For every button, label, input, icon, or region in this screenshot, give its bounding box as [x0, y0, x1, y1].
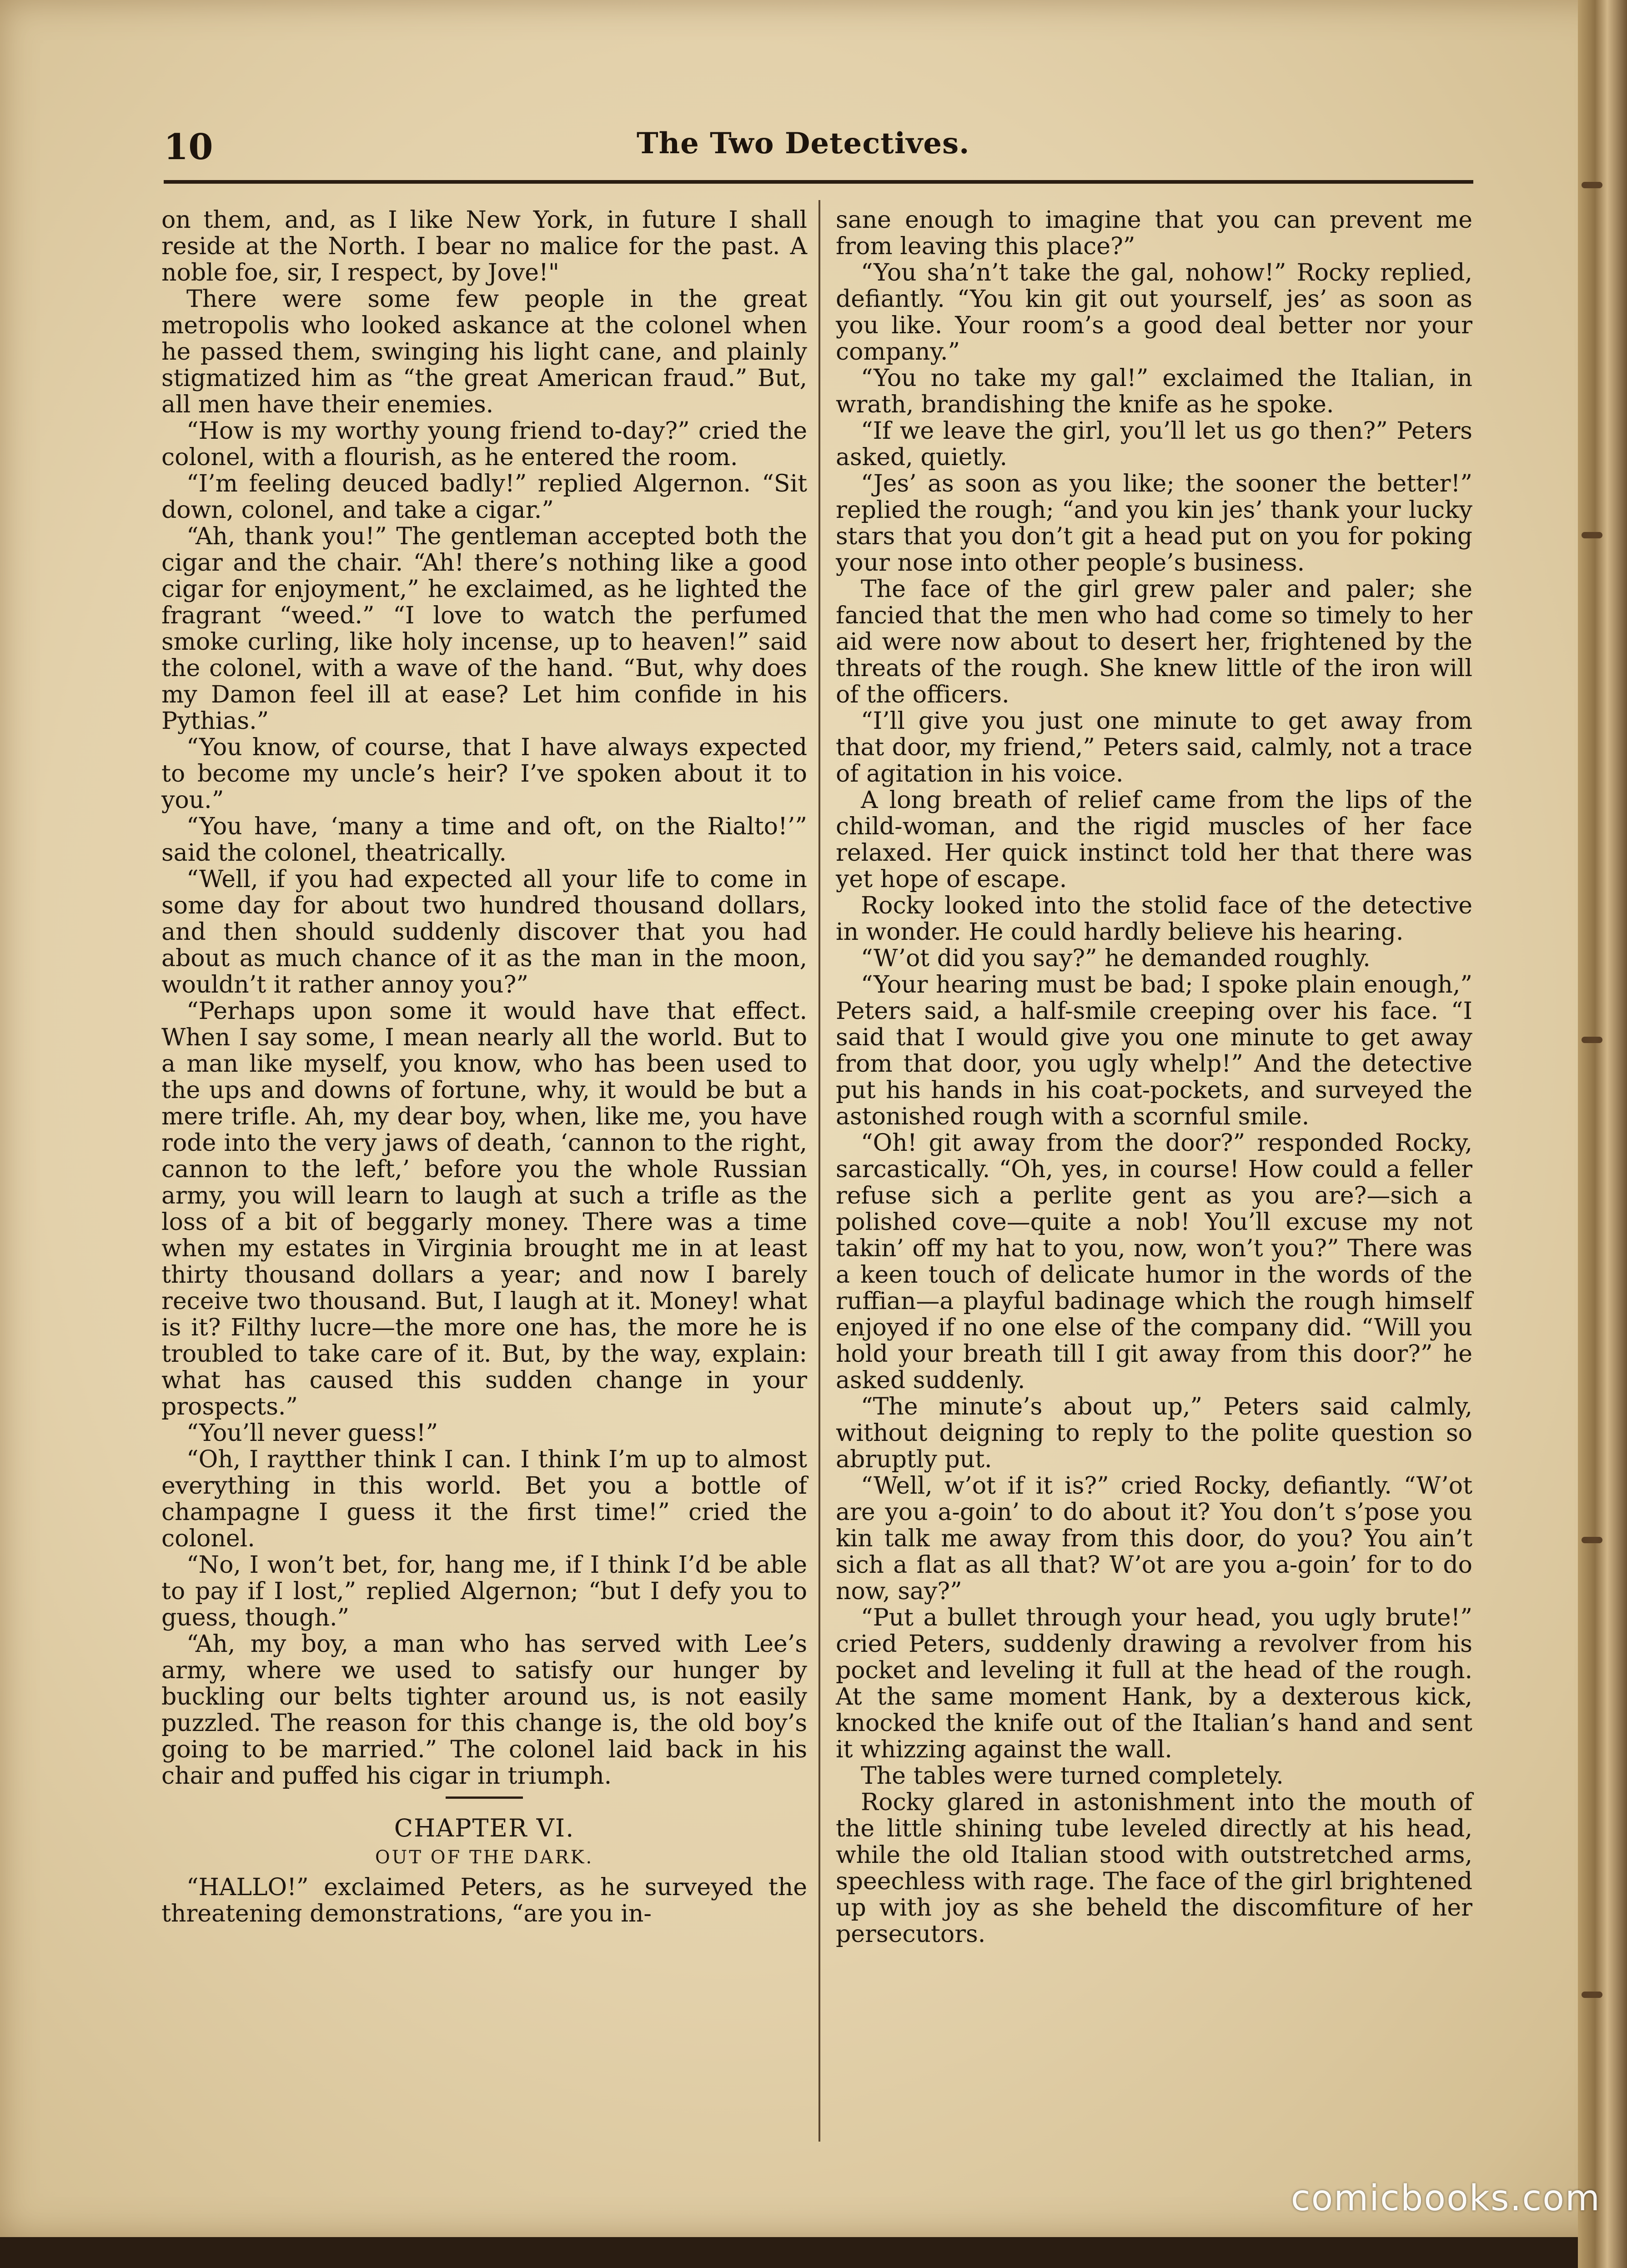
- paragraph: “You have, ‘many a time and oft, on the Rialto!’” said the colonel, theatrically.: [161, 813, 807, 867]
- paragraph: “Oh, I raytther think I can. I think I’m up to almost everything in this world. Bet you a bottle of champagne I guess it the first time!” cried the colonel.: [161, 1446, 807, 1552]
- paragraph: “HALLO!” exclaimed Peters, as he surveyed the threatening demonstrations, “are you in-: [161, 1874, 807, 1927]
- paragraph: on them, and, as I like New York, in future I shall reside at the North. I bear no malice for the past. A noble foe, sir, I respect, by Jove!": [161, 206, 807, 286]
- paragraph: “Ah, thank you!” The gentleman accepted both the cigar and the chair. “Ah! there’s nothing like a good cigar for enjoyment,” he exclaimed, as he lighted the fragrant “weed.” “I love to watch the perfumed smoke curling, like holy incense, up to heaven!” said the colonel, with a wave of the hand. “But, why does my Damon feel ill at ease? Let him confide in his Pythias.”: [161, 523, 807, 735]
- page-header: [164, 126, 1473, 176]
- page-number: 10: [164, 126, 213, 168]
- binding-stitch: [1582, 1992, 1602, 1998]
- paragraph: There were some few people in the great metropolis who looked askance at the colonel when he passed them, swinging his light cane, and plainly stigmatized him as “the great American fraud.” But, all men have their enemies.: [161, 286, 807, 418]
- paragraph: “Jes’ as soon as you like; the sooner the better!” replied the rough; “and you kin jes’ thank your lucky stars that you don’t git a head put on you for poking your nose into other people’s business.: [836, 470, 1472, 577]
- binding-edge: [1578, 0, 1627, 2268]
- paragraph: “Well, w’ot if it is?” cried Rocky, defiantly. “W’ot are you a-goin’ to do about it? You don’t s’pose you kin talk me away from this door, do you? You ain’t sich a flat as all that? W’ot are you a-goin’ for to do now, say?”: [836, 1472, 1472, 1605]
- paragraph: sane enough to imagine that you can prevent me from leaving this place?”: [836, 206, 1472, 260]
- right-column: [836, 207, 1472, 1947]
- paragraph: A long breath of relief came from the lips of the child-woman, and the rigid muscles of her face relaxed. Her quick instinct told her that there was yet hope of escape.: [836, 787, 1472, 893]
- paragraph: “You’ll never guess!”: [186, 1420, 438, 1447]
- running-title: The Two Detectives.: [637, 126, 970, 161]
- binding-stitch: [1582, 1037, 1602, 1043]
- paragraph: “Your hearing must be bad; I spoke plain enough,” Peters said, a half-smile creeping over his face. “I said that I would give you one minute to get away from that door, you ugly whelp!” And the detective put his hands in his coat-pockets, and surveyed the astonished rough with a scornful smile.: [836, 971, 1472, 1130]
- paragraph: “Well, if you had expected all your life to come in some day for about two hundred thousand dollars, and then should suddenly discover that you had about as much chance of it as the man in the moon, wouldn’t it rather annoy you?”: [161, 866, 807, 999]
- binding-stitch: [1582, 182, 1602, 188]
- chapter-title: CHAPTER VI.: [394, 1814, 575, 1842]
- paragraph: Rocky glared in astonishment into the mouth of the little shining tube leveled directly at his head, while the old Italian stood with outstretched arms, speechless with rage. The face of the girl brightened up with joy as she beheld the discomfiture of her persecutors.: [836, 1789, 1472, 1948]
- paragraph: “I’ll give you just one minute to get away from that door, my friend,” Peters said, calmly, not a trace of agitation in his voice.: [836, 707, 1472, 788]
- paragraph: “Put a bullet through your head, you ugly brute!” cried Peters, suddenly drawing a revolver from his pocket and leveling it full at the head of the rough. At the same moment Hank, by a dexterous kick, knocked the knife out of the Italian’s hand and sent it whizzing against the wall.: [836, 1604, 1472, 1763]
- column-divider: [819, 200, 820, 2142]
- paragraph: “Oh! git away from the door?” responded Rocky, sarcastically. “Oh, yes, in course! How could a feller refuse sich a perlite gent as you are?—sich a polished cove—quite a nob! You’ll excuse my not takin’ off my hat to you, now, won’t you?” There was a keen touch of delicate humor in the words of the ruffian—a playful badinage which the rough himself enjoyed if no one else of the company did. “Will you hold your breath till I git away from this door?” he asked suddenly.: [836, 1129, 1472, 1394]
- section-rule: [446, 1796, 523, 1799]
- paragraph: “How is my worthy young friend to-day?” cried the colonel, with a flourish, as he entered the room.: [161, 417, 807, 471]
- paragraph: The face of the girl grew paler and paler; she fancied that the men who had come so timely to her aid were now about to desert her, frightened by the threats of the rough. She knew little of the iron will of the officers.: [836, 576, 1472, 708]
- chapter-subtitle: OUT OF THE DARK.: [375, 1847, 594, 1868]
- paragraph: “I’m feeling deuced badly!” replied Algernon. “Sit down, colonel, and take a cigar.”: [161, 470, 807, 524]
- paragraph: “You no take my gal!” exclaimed the Italian, in wrath, brandishing the knife as he spoke.: [836, 365, 1472, 418]
- paragraph: “You sha’n’t take the gal, nohow!” Rocky replied, defiantly. “You kin git out yourself, jes’ as soon as you like. Your room’s a good deal better nor your company.”: [836, 259, 1472, 366]
- site-watermark: comicbooks.com: [1291, 2178, 1601, 2219]
- paragraph: The tables were turned completely.: [861, 1762, 1284, 1790]
- paragraph: “Ah, my boy, a man who has served with Lee’s army, where we used to satisfy our hunger by buckling our belts tighter around us, is not easily puzzled. The reason for this change is, the old boy’s going to be married.” The colonel laid back in his chair and puffed his cigar in triumph.: [161, 1631, 807, 1790]
- paragraph: “Perhaps upon some it would have that effect. When I say some, I mean nearly all the world. But to a man like myself, you know, who has been used to the ups and downs of fortune, why, it would be but a mere trifle. Ah, my dear boy, when, like me, you have rode into the very jaws of death, ‘cannon to the right, cannon to the left,’ before you the whole Russian army, you will learn to laugh at such a trifle as the loss of a bit of beggarly money. There was a time when my estates in Virginia brought me in at least thirty thousand dollars a year; and now I barely receive two thousand. But, I laugh at it. Money! what is it? Filthy lucre—the more one has, the more he is troubled to take care of it. But, by the way, explain: what has caused this sudden change in your prospects.”: [161, 998, 807, 1420]
- paragraph: “No, I won’t bet, for, hang me, if I think I’d be able to pay if I lost,” replied Algernon; “but I defy you to guess, though.”: [161, 1551, 807, 1631]
- header-rule: [164, 180, 1473, 184]
- binding-stitch: [1582, 532, 1602, 538]
- paragraph: Rocky looked into the stolid face of the detective in wonder. He could hardly believe his hearing.: [836, 892, 1472, 946]
- paragraph: “W’ot did you say?” he demanded roughly.: [861, 945, 1371, 972]
- left-column: [161, 207, 807, 1927]
- paragraph: “If we leave the girl, you’ll let us go then?” Peters asked, quietly.: [836, 417, 1472, 471]
- paragraph: “You know, of course, that I have always expected to become my uncle’s heir? I’ve spoken about it to you.”: [161, 734, 807, 814]
- binding-stitch: [1582, 1537, 1602, 1543]
- paragraph: “The minute’s about up,” Peters said calmly, without deigning to reply to the polite question so abruptly put.: [836, 1393, 1472, 1473]
